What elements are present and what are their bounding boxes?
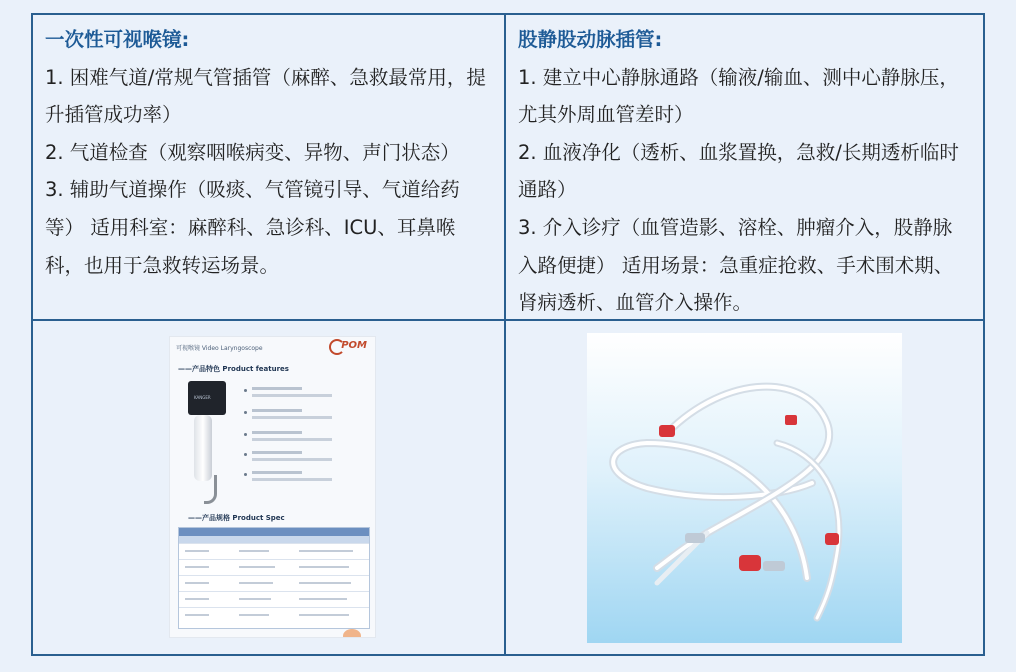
femoral-catheter-text-cell [506, 15, 983, 321]
catheter-illustration [587, 333, 902, 643]
device-handle [194, 415, 212, 481]
laryngoscope-image-cell [33, 321, 506, 654]
laryngoscope-heading: 一次性可视喉镜: [45, 28, 190, 51]
femoral-catheter-heading: 股静股动脉插管: [518, 28, 663, 51]
femoral-catheter-item-3: 3. 介入诊疗（血管造影、溶栓、肿瘤介入，股静脉入路便捷） 适用场景：急重症抢救、手术围术期、肾病透析、血管介入操作。 [518, 215, 954, 315]
screen-brand: KANGER [194, 395, 211, 400]
feature-row [244, 451, 364, 469]
femoral-catheter-item-1: 1. 建立中心静脉通路（输液/输血、测中心静脉压，尤其外周血管差时） [518, 65, 959, 127]
laryngoscope-item-2: 2. 气道检查（观察咽喉病变、异物、声门状态） [45, 140, 460, 164]
info-table [31, 13, 985, 656]
laryngoscope-product-sheet [170, 337, 375, 637]
laryngoscope-text-cell [33, 15, 506, 321]
brand-logo: POM [341, 340, 367, 351]
spec-title: ——产品规格 Product Spec [188, 514, 285, 522]
spec-table [178, 527, 370, 629]
device-blade [204, 475, 217, 504]
feature-row [244, 409, 364, 427]
table-grid [33, 15, 983, 654]
feature-row [244, 387, 364, 405]
laryngoscope-item-1: 1. 困难气道/常规气管插管（麻醉、急救最常用，提升插管成功率） [45, 65, 486, 127]
femoral-catheter-item-2: 2. 血液净化（透析、血浆置换，急救/长期透析临时通路） [518, 140, 959, 202]
laryngoscope-item-3: 3. 辅助气道操作（吸痰、气管镜引导、气道给药等） 适用科室：麻醉科、急诊科、ICU、耳鼻喉科，也用于急救转运场景。 [45, 178, 460, 277]
catheter-image-cell [506, 321, 983, 654]
feature-row [244, 471, 364, 489]
features-title: ——产品特色 Product features [178, 365, 289, 373]
device-screen [188, 381, 226, 415]
femoral-catheter-photo [587, 333, 902, 643]
sheet-header: 可视喉镜 Video Laryngoscope [176, 345, 263, 352]
feature-row [244, 431, 364, 449]
laryngoscope-device-icon [184, 381, 228, 501]
decorative-blob [343, 629, 361, 637]
